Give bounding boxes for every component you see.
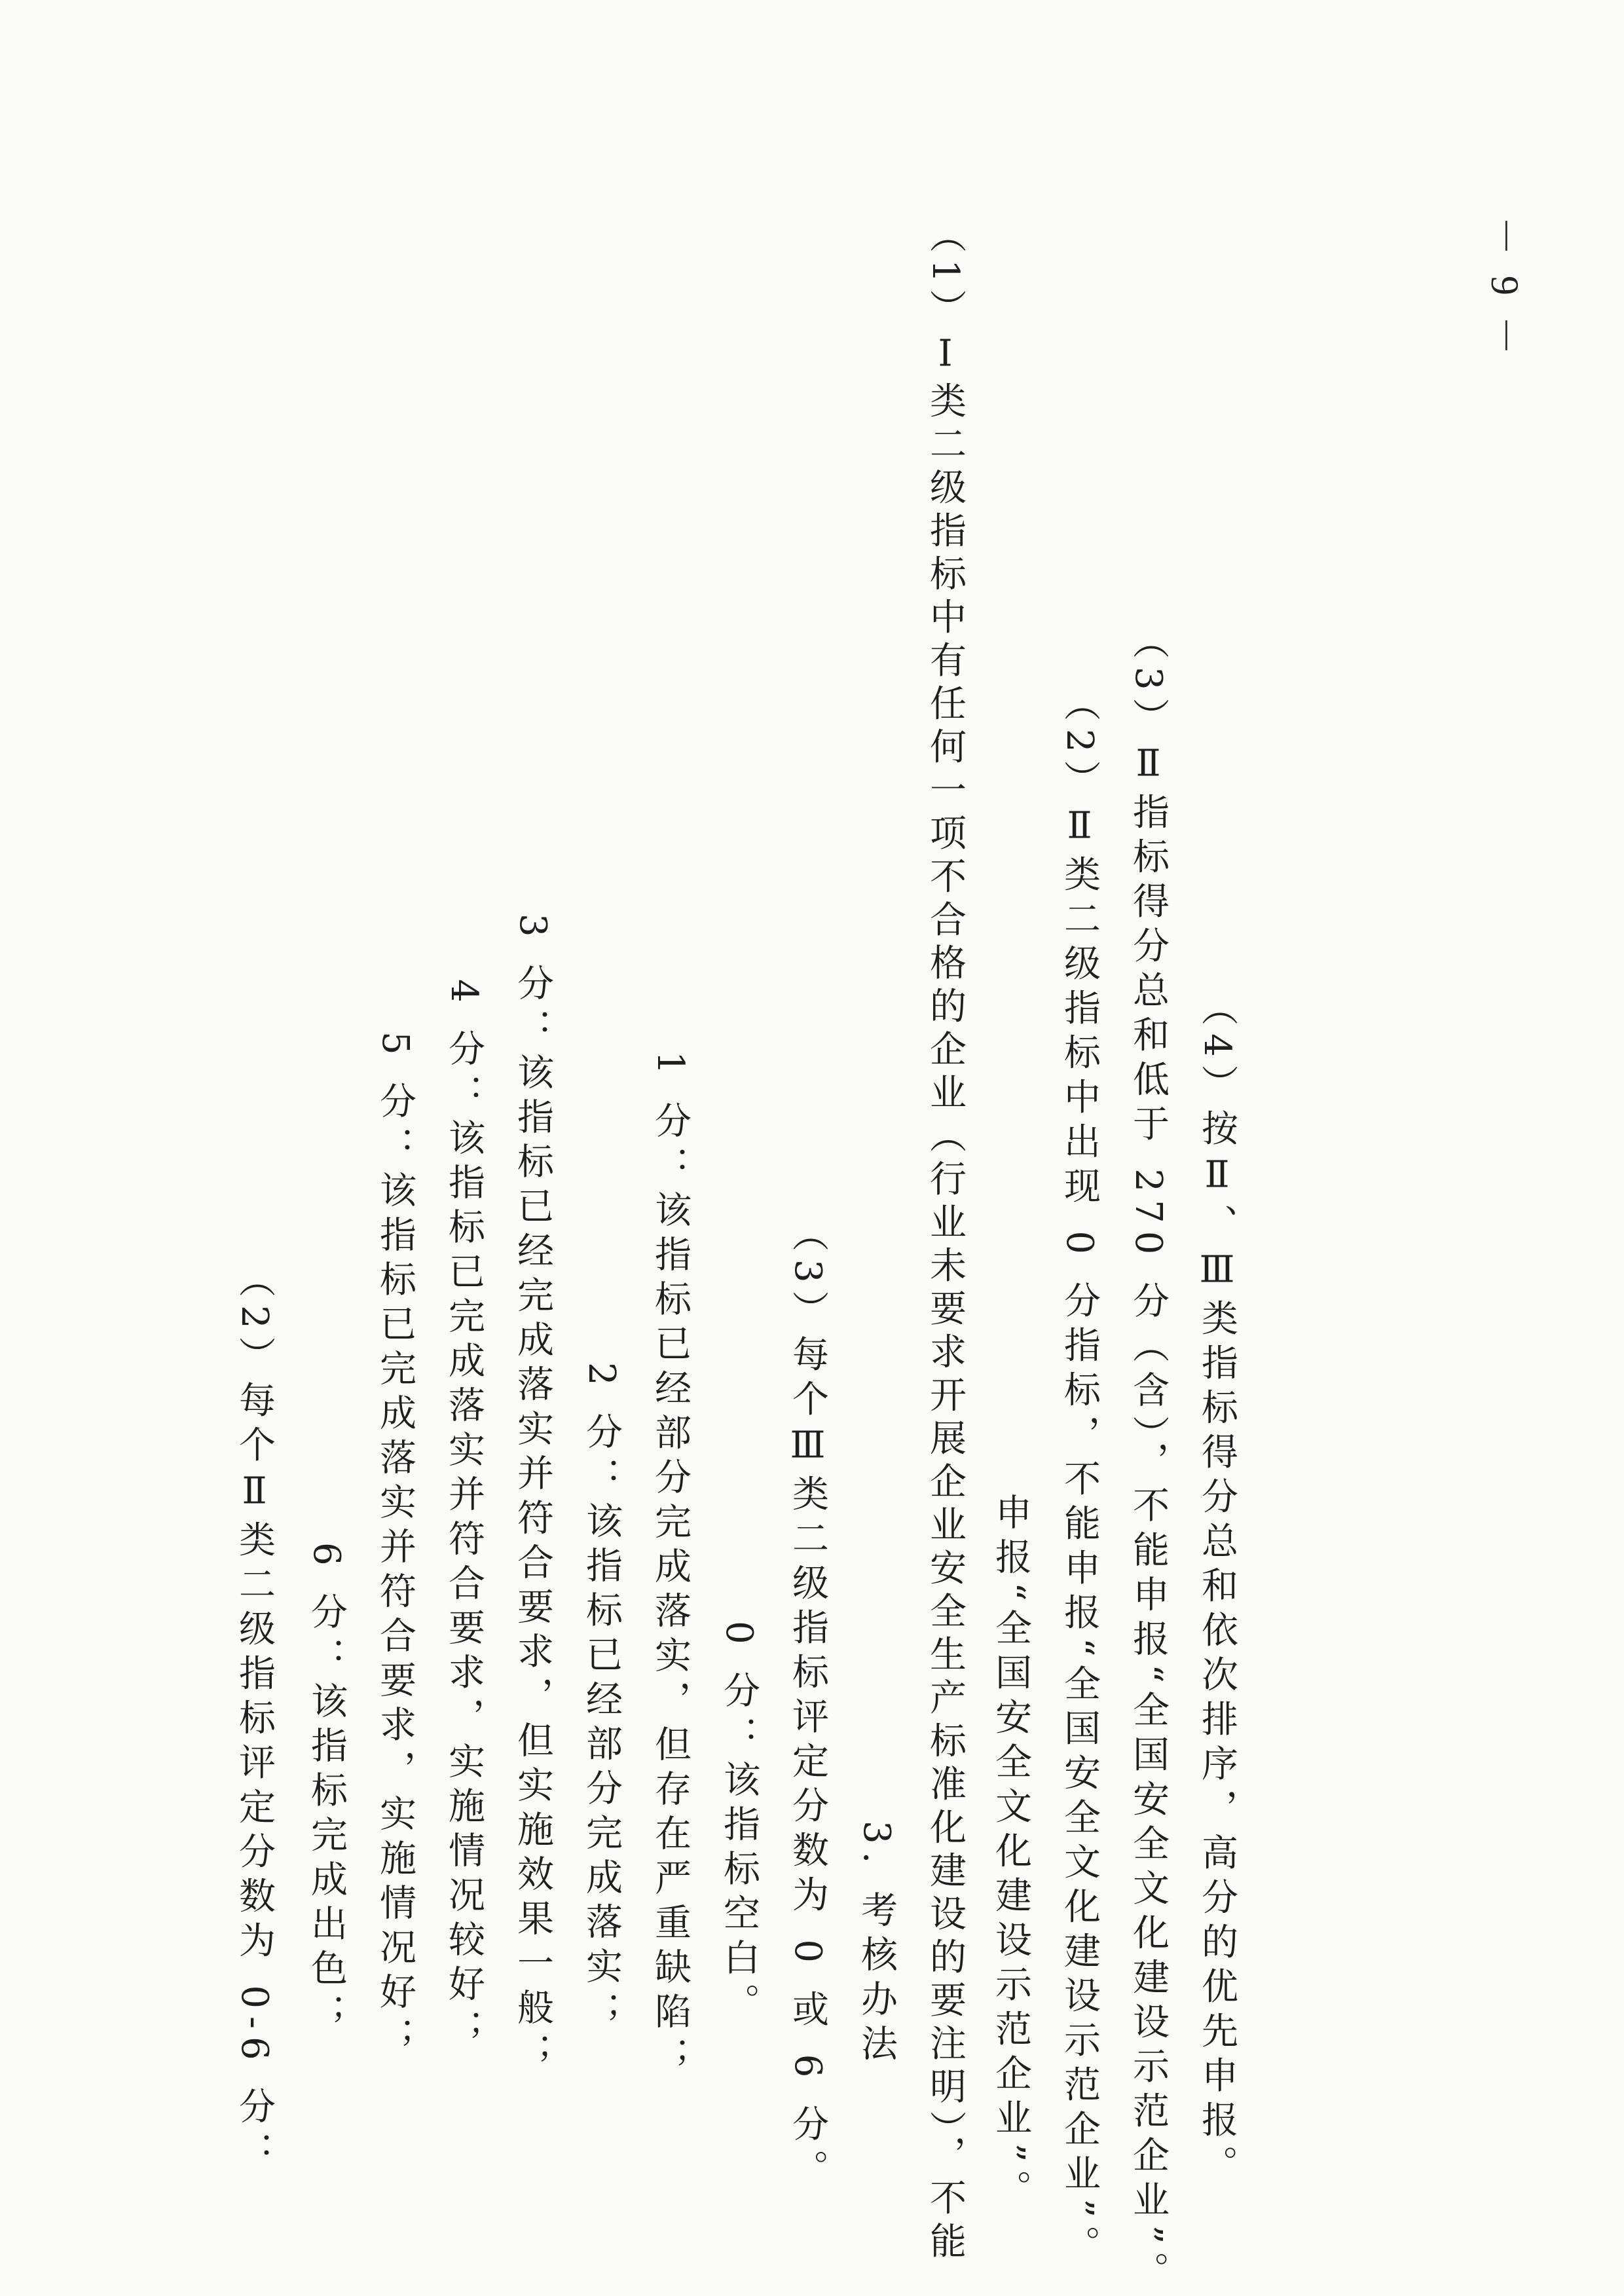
text-line-1: （2）每个Ⅱ类二级指标评定分数为 0-6 分： xyxy=(233,1261,276,2177)
text-line-11: （1）Ⅰ类二级指标中有任何一项不合格的企业（行业未要求开展企业安全生产标准化建设的要注明），不能 xyxy=(924,216,967,2265)
text-line-5: 3 分：该指标已经完成落实并符合要求，但实施效果一般； xyxy=(511,914,554,2078)
page-number: － 9 － xyxy=(1483,216,1526,360)
text-line-2: 6 分：该指标完成出色； xyxy=(305,1542,348,2039)
text-line-8: 0 分：该指标空白。 xyxy=(718,1621,760,2028)
text-line-9: （3）每个Ⅲ类二级指标评定分数为 0 或 6 分。 xyxy=(786,1215,829,2194)
text-line-12: 申报“全国安全文化建设示范企业”。 xyxy=(989,1493,1032,2215)
text-line-7: 1 分：该指标已经部分完成落实，但存在严重缺陷； xyxy=(649,1051,692,2082)
text-line-4: 4 分：该指标已完成落实并符合要求，实施情况较好； xyxy=(443,979,485,2054)
text-line-6: 2 分：该指标已经部分完成落实； xyxy=(580,1362,623,2037)
text-line-13: （2）Ⅱ类二级指标中出现 0 分指标，不能申报“全国安全文化建设示范企业”。 xyxy=(1058,684,1101,2270)
text-line-14: （3）Ⅱ指标得分总和低于 270 分（含），不能申报“全国安全文化建设示范企业”。 xyxy=(1127,622,1170,2296)
section-heading: 3. 考核办法 xyxy=(855,1821,898,2069)
text-line-3: 5 分：该指标已完成落实并符合要求，实施情况好； xyxy=(374,1031,416,2062)
text-line-15: （4）按Ⅱ、Ⅲ类指标得分总和依次排序，高分的优先申报。 xyxy=(1196,989,1238,2190)
